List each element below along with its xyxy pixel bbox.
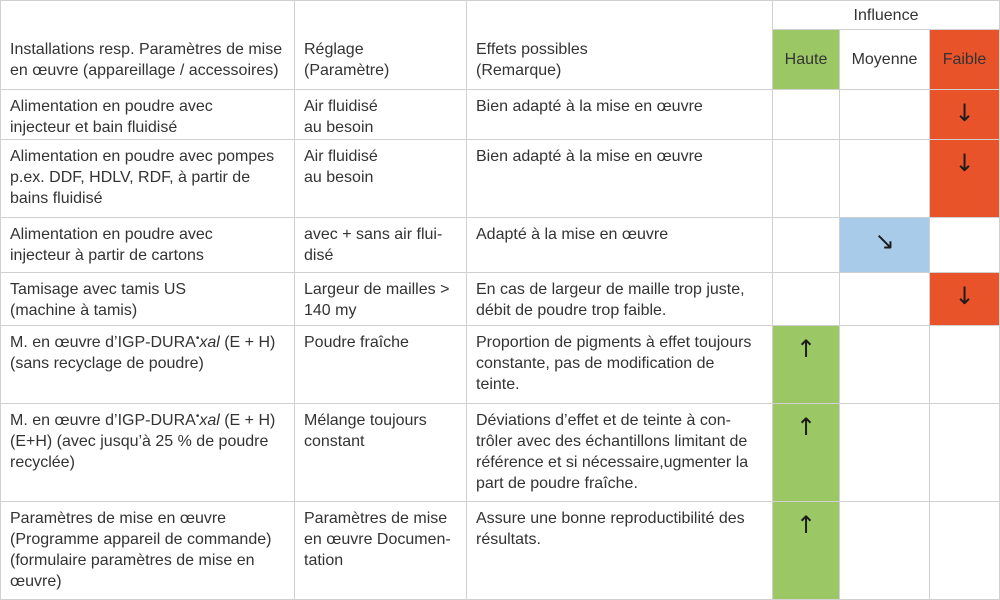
- setting-text: Air fluidisé au besoin: [304, 148, 378, 186]
- effect-cell: [467, 404, 773, 502]
- influence-cell-haute: [773, 140, 840, 218]
- influence-cell-haute: [773, 218, 840, 273]
- influence-cell-moyenne: [840, 502, 930, 600]
- effect-text: Bien adapté à la mise en œuvre: [476, 98, 703, 115]
- level-label-moyenne: Moyenne: [851, 51, 918, 68]
- influence-cell-haute: [773, 404, 840, 502]
- product-mark: •: [195, 411, 200, 422]
- down-arrow-icon: ↓: [954, 149, 975, 177]
- down-arrow-icon: ↓: [954, 99, 975, 127]
- setting-text: Air fluidisé au besoin: [304, 98, 378, 136]
- setting-cell: [295, 326, 467, 404]
- effect-text: Bien adapté à la mise en œuvre: [476, 148, 703, 165]
- installation-cell: [0, 502, 295, 600]
- down-arrow-icon: ↓: [954, 282, 975, 310]
- installation-text: Tamisage avec tamis US (machine à tamis): [10, 281, 187, 319]
- effect-cell: [467, 140, 773, 218]
- effect-cell: [467, 273, 773, 326]
- influence-cell-haute: [773, 273, 840, 326]
- influence-cell-moyenne: [840, 218, 930, 273]
- effect-text: Déviations d’effet et de teinte à con- trôler avec des échantillons limitant de référence et si nécessaire,ugmenter la part de poudre fraîche.: [476, 412, 749, 492]
- installation-cell: [0, 273, 295, 326]
- column-header-installation: [0, 0, 295, 90]
- setting-cell: [295, 502, 467, 600]
- influence-cell-moyenne: [840, 90, 930, 140]
- installation-text: [10, 410, 288, 473]
- effect-text: En cas de largeur de maille trop juste, débit de poudre trop faible.: [476, 281, 745, 319]
- product-mark: •: [195, 333, 200, 344]
- column-header-faible: [930, 30, 1000, 90]
- level-label-faible: Faible: [942, 51, 987, 68]
- column-header-moyenne: [840, 30, 930, 90]
- effect-cell: [467, 90, 773, 140]
- level-label-haute: Haute: [784, 51, 828, 68]
- product-name-prefix: M. en œuvre d’IGP-DURA: [10, 412, 196, 429]
- setting-cell: [295, 140, 467, 218]
- installation-text: Paramètres de mise en œuvre (Programme appareil de commande) (formulaire paramètres de mise en œuvre): [10, 510, 272, 590]
- up-arrow-icon: ↑: [795, 511, 817, 539]
- installation-detail: (E + H) (sans recyclage de poudre): [10, 334, 276, 372]
- installation-cell: [0, 326, 295, 404]
- setting-cell: [295, 273, 467, 326]
- column-header-setting: [295, 0, 467, 90]
- effect-cell: [467, 218, 773, 273]
- influence-cell-faible: [930, 502, 1000, 600]
- influence-cell-faible: [930, 90, 1000, 140]
- installation-cell: [0, 140, 295, 218]
- setting-text: Mélange toujours constant: [304, 412, 427, 450]
- setting-text: Largeur de mailles > 140 my: [304, 281, 450, 319]
- setting-text: avec + sans air flui- disé: [304, 226, 443, 264]
- effect-cell: [467, 502, 773, 600]
- influence-cell-faible: [930, 273, 1000, 326]
- installation-text: [10, 332, 288, 374]
- setting-text: Paramètres de mise en œuvre Documen- tation: [304, 510, 451, 569]
- installation-text: Alimentation en poudre avec injecteur et bain fluidisé: [10, 98, 213, 136]
- effect-text: Proportion de pigments à effet toujours constante, pas de modification de teinte.: [476, 334, 752, 393]
- column-header-installation-text: Installations resp. Paramètres de mise en œuvre (appareillage / accessoires): [10, 41, 283, 79]
- installation-cell: [0, 90, 295, 140]
- down-right-arrow-icon: ↘: [874, 227, 895, 255]
- setting-cell: [295, 218, 467, 273]
- column-header-influence-text: Influence: [853, 6, 919, 24]
- product-name-suffix: xal: [199, 334, 220, 351]
- setting-text: Poudre fraîche: [304, 334, 409, 351]
- influence-cell-faible: [930, 404, 1000, 502]
- influence-cell-faible: [930, 326, 1000, 404]
- up-arrow-icon: ↑: [795, 335, 817, 363]
- column-header-setting-text: Réglage (Paramètre): [304, 41, 390, 79]
- influence-cell-faible: [930, 140, 1000, 218]
- column-header-influence: [773, 0, 1000, 30]
- installation-cell: [0, 404, 295, 502]
- influence-cell-haute: [773, 502, 840, 600]
- column-header-effect-text: Effets possibles (Remarque): [476, 41, 588, 79]
- influence-cell-moyenne: [840, 326, 930, 404]
- column-header-haute: [773, 30, 840, 90]
- effect-text: Adapté à la mise en œuvre: [476, 226, 669, 243]
- effect-text: Assure une bonne reproductibilité des résultats.: [476, 510, 745, 548]
- installation-text: Alimentation en poudre avec pompes p.ex. DDF, HDLV, RDF, à partir de bains fluidisé: [10, 148, 275, 207]
- influence-cell-haute: [773, 90, 840, 140]
- influence-cell-moyenne: [840, 140, 930, 218]
- column-header-effect: [467, 0, 773, 90]
- setting-cell: [295, 90, 467, 140]
- setting-cell: [295, 404, 467, 502]
- installation-cell: [0, 218, 295, 273]
- product-name-suffix: xal: [199, 412, 220, 429]
- installation-detail: (E + H) (E+H) (avec jusqu’à 25 % de poudre recyclée): [10, 412, 276, 471]
- influence-cell-faible: [930, 218, 1000, 273]
- influence-cell-moyenne: [840, 404, 930, 502]
- product-name-prefix: M. en œuvre d’IGP-DURA: [10, 334, 196, 351]
- up-arrow-icon: ↑: [795, 413, 817, 441]
- effect-cell: [467, 326, 773, 404]
- installation-text: Alimentation en poudre avec injecteur à partir de cartons: [10, 226, 213, 264]
- influence-cell-haute: [773, 326, 840, 404]
- influence-cell-moyenne: [840, 273, 930, 326]
